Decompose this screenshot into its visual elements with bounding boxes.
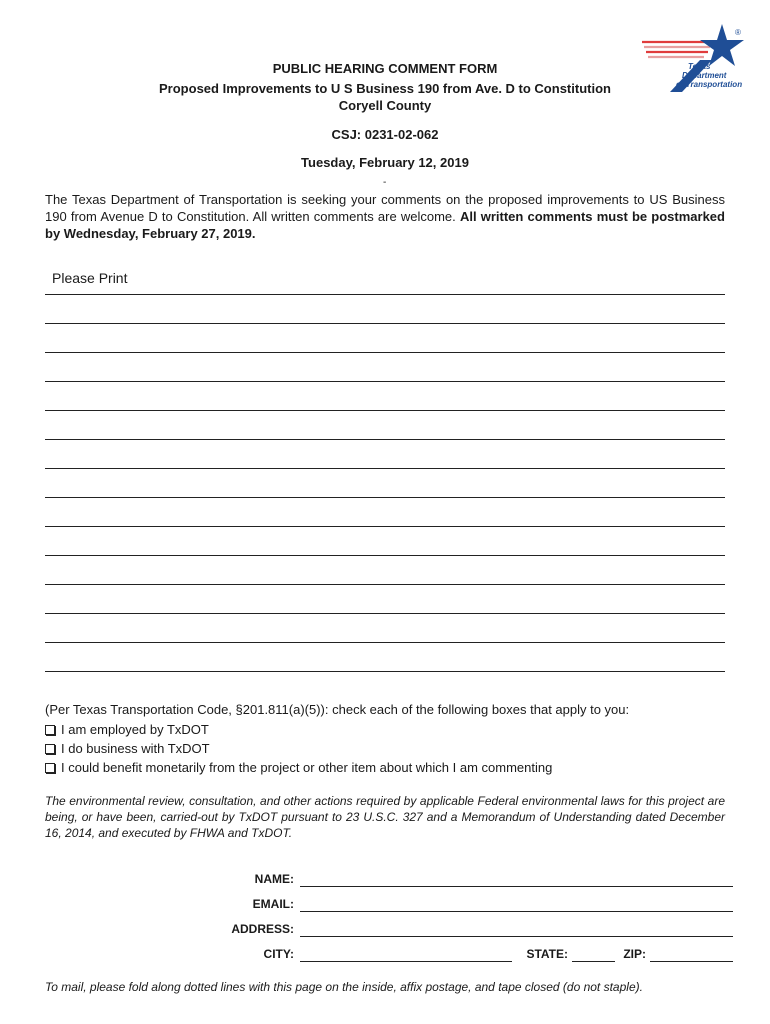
checkbox-benefit[interactable]: [45, 760, 552, 775]
checkbox-icon[interactable]: [45, 763, 55, 773]
comment-line[interactable]: [45, 642, 725, 643]
email-label: EMAIL:: [252, 897, 294, 911]
logo-line-department: Department: [682, 71, 727, 80]
mail-instructions: To mail, please fold along dotted lines with this page on the inside, affix postage, and tape closed (do not staple).: [45, 980, 643, 994]
checkbox-instructions: (Per Texas Transportation Code, §201.811(a)(5)): check each of the following boxes that apply to you:: [45, 702, 630, 717]
logo-line-transportation: of Transportation: [676, 80, 743, 89]
hearing-date: Tuesday, February 12, 2019: [301, 155, 469, 170]
registered-mark: ®: [735, 28, 741, 37]
address-label: ADDRESS:: [231, 922, 294, 936]
intro-text: The Texas Department of Transportation is seeking your comments on the proposed improvements to US Business 190 from Avenue D to Constitution. All written comments are welcome.: [45, 192, 725, 224]
comment-line[interactable]: [45, 352, 725, 353]
form-subtitle: Proposed Improvements to U S Business 190 from Ave. D to Constitution: [159, 81, 611, 96]
intro-deadline: All written comments must be postmarked by Wednesday, February 27, 2019.: [45, 209, 725, 241]
checkbox-business[interactable]: [45, 741, 210, 756]
checkbox-icon[interactable]: [45, 744, 55, 754]
intro-paragraph: [45, 191, 725, 242]
email-field[interactable]: [300, 911, 733, 912]
checkbox-label: I do business with TxDOT: [61, 741, 210, 756]
zip-field[interactable]: [650, 961, 733, 962]
comment-line[interactable]: [45, 613, 725, 614]
csj-number: CSJ: 0231-02-062: [331, 127, 439, 142]
zip-label: ZIP:: [623, 947, 646, 961]
checkbox-icon[interactable]: [45, 725, 55, 735]
comment-line[interactable]: [45, 497, 725, 498]
comment-line[interactable]: [45, 526, 725, 527]
city-field[interactable]: [300, 961, 512, 962]
state-field[interactable]: [572, 961, 615, 962]
comment-line[interactable]: [45, 555, 725, 556]
comment-line[interactable]: [45, 323, 725, 324]
address-field[interactable]: [300, 936, 733, 937]
comment-line[interactable]: [45, 671, 725, 672]
environmental-notice: The environmental review, consultation, and other actions required by applicable Federal environmental laws for this project are being, or have been, carried-out by TxDOT pursuant to 23 U.S.C. 327 and a Memorandum of Understanding dated December 16, 2014, and executed by FHWA and TxDOT.: [45, 794, 725, 840]
comment-line[interactable]: [45, 410, 725, 411]
comment-line[interactable]: [45, 439, 725, 440]
comment-line[interactable]: [45, 468, 725, 469]
please-print-label: Please Print: [52, 270, 128, 286]
checkbox-label: I am employed by TxDOT: [61, 722, 209, 737]
separator-dash: -: [383, 177, 387, 188]
city-label: CITY:: [263, 947, 294, 961]
comment-line[interactable]: [45, 294, 725, 295]
comment-line[interactable]: [45, 381, 725, 382]
checkbox-employed[interactable]: [45, 722, 209, 737]
logo-line-texas: Texas: [688, 62, 711, 71]
county-name: Coryell County: [338, 98, 432, 113]
name-label: NAME:: [254, 872, 294, 886]
state-label: STATE:: [526, 947, 568, 961]
form-title: PUBLIC HEARING COMMENT FORM: [272, 61, 498, 76]
checkbox-label: I could benefit monetarily from the project or other item about which I am commenting: [61, 760, 553, 775]
comment-line[interactable]: [45, 584, 725, 585]
name-field[interactable]: [300, 886, 733, 887]
